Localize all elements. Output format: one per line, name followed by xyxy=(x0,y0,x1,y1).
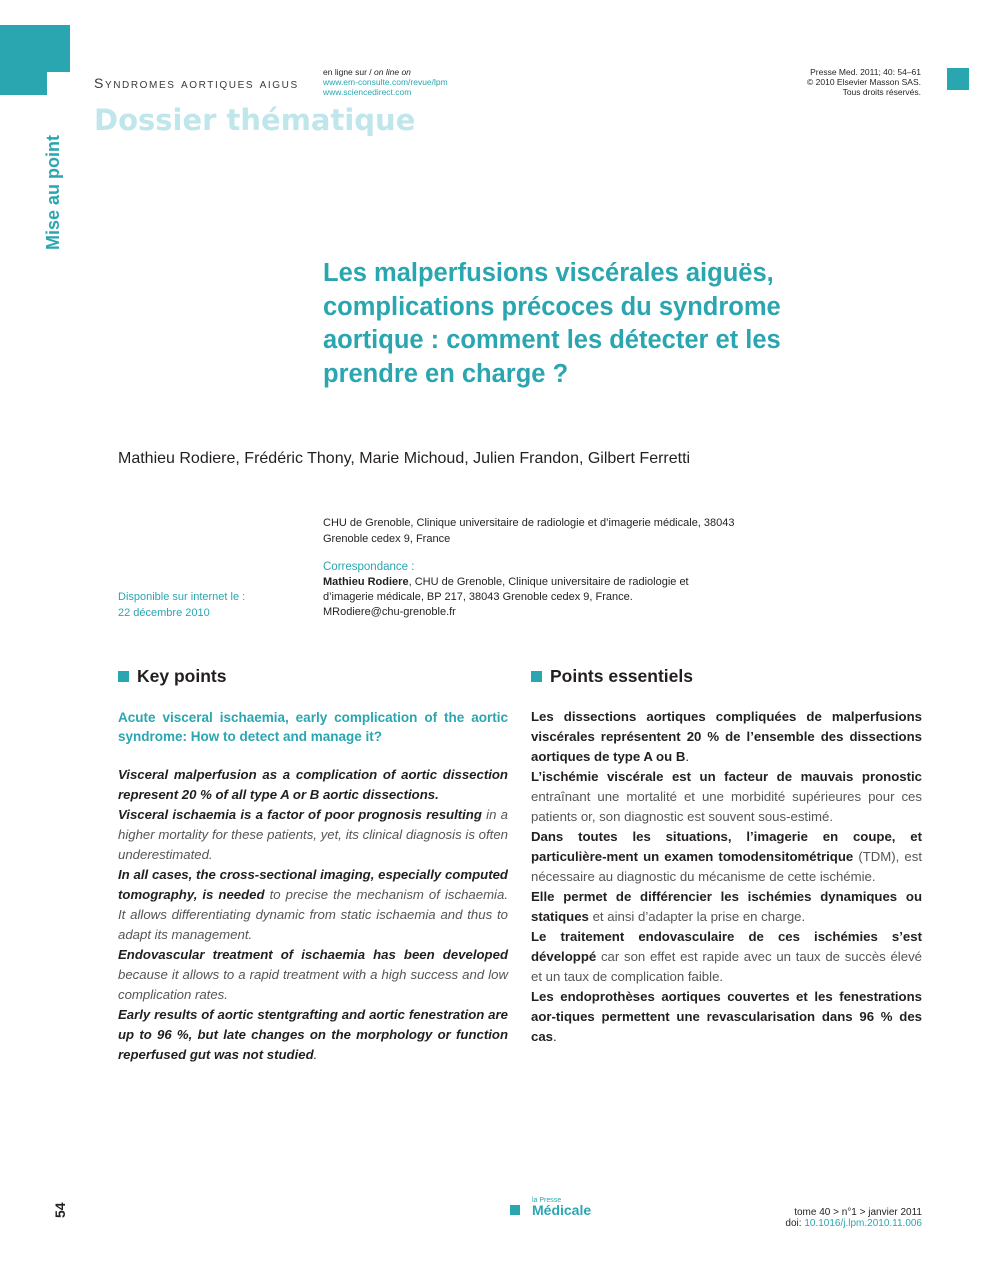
heading-text: Points essentiels xyxy=(550,666,693,686)
dossier-title: Dossier thématique xyxy=(94,103,416,137)
correspondence-label: Correspondance : xyxy=(323,561,415,573)
key-points-heading xyxy=(118,666,226,687)
key-point: In all cases, the cross-sectional imaging, especially computed tomography, is needed to precise the mechanism of ischaemia. It allows differentiating dynamic from static ischaemia and thus to adapt its management. xyxy=(118,867,508,942)
online-date: 22 décembre 2010 xyxy=(118,607,210,619)
logo-square-icon xyxy=(510,1205,520,1215)
bullet-square-icon xyxy=(118,671,129,682)
author-list: Mathieu Rodiere, Frédéric Thony, Marie Michoud, Julien Frandon, Gilbert Ferretti xyxy=(118,450,691,467)
key-point: Visceral malperfusion as a complication of aortic dissection represent 20 % of all type A or B aortic dissections. xyxy=(118,767,508,802)
points-essentiels-text xyxy=(531,707,922,1047)
points-essentiels-heading xyxy=(531,666,693,687)
sciencedirect-url-link[interactable]: www.sciencedirect.com xyxy=(323,87,412,97)
point-essentiel: Dans toutes les situations, l’imagerie en coupe, et particulière-ment un examen tomodensitométrique (TDM), est nécessaire au diagnostic du mécanisme de cette ischémie. xyxy=(531,829,922,884)
doi-link[interactable]: 10.1016/j.lpm.2010.11.006 xyxy=(804,1218,922,1229)
issue-info: tome 40 > n°1 > janvier 2011 xyxy=(794,1207,922,1218)
journal-url-link[interactable]: www.em-consulte.com/revue/lpm xyxy=(323,77,448,87)
key-point: Early results of aortic stentgrafting and aortic fenestration are up to 96 %, but late changes on the morphology or function reperfused gut was not studied. xyxy=(118,1007,508,1062)
journal-logo: Médicale xyxy=(532,1202,592,1218)
side-section-label: Mise au point xyxy=(43,134,63,250)
online-label-en: on line on xyxy=(374,67,411,77)
issue-reference xyxy=(785,1207,922,1229)
key-point: Endovascular treatment of ischaemia has been developed because it allows to a rapid treatment with a high success and low complication rates. xyxy=(118,947,508,1002)
journal-logo-small: la Presse xyxy=(532,1197,562,1204)
key-points-text xyxy=(118,765,508,1065)
correspondence-name: Mathieu Rodiere xyxy=(323,576,409,588)
point-essentiel: Les endoprothèses aortiques couvertes et les fenestrations aor-tiques permettent une revascularisation dans 96 % des cas. xyxy=(531,989,922,1044)
point-essentiel: Les dissections aortiques compliquées de malperfusions viscérales représentent 20 % de l’ensemble des dissections aortiques de type A ou B. xyxy=(531,709,922,764)
title-line: aortique : comment les détecter et les xyxy=(323,326,781,354)
journal-citation: Presse Med. 2011; 40: 54–61 xyxy=(810,67,921,77)
online-label: en ligne sur / xyxy=(323,67,375,77)
key-point: Visceral ischaemia is a factor of poor prognosis resulting in a higher mortality for these patients, yet, its clinical diagnosis is often underestimated. xyxy=(118,807,508,862)
journal-reference xyxy=(807,67,921,97)
series-title: Syndromes aortiques aigus xyxy=(94,75,299,91)
title-line: Les malperfusions viscérales aiguës, xyxy=(323,259,774,287)
correspondence-email-link[interactable]: MRodiere@chu-grenoble.fr xyxy=(323,606,456,618)
article-title xyxy=(323,257,883,391)
correspondence-text: , CHU de Grenoble, Clinique universitaire de radiologie et xyxy=(408,576,689,588)
bullet-square-icon xyxy=(531,671,542,682)
online-date-label: Disponible sur internet le : xyxy=(118,591,246,603)
copyright: © 2010 Elsevier Masson SAS. xyxy=(807,77,921,87)
doi-label: doi: xyxy=(785,1218,805,1229)
correspondence-address xyxy=(323,575,723,620)
online-availability xyxy=(323,67,448,97)
online-date-block xyxy=(118,589,245,621)
correspondence-text: d’imagerie médicale, BP 217, 38043 Grenoble cedex 9, France. xyxy=(323,591,633,603)
point-essentiel: Le traitement endovasculaire de ces ischémies s’est développé car son effet est rapide avec un taux de succès élevé et un taux de complication faible. xyxy=(531,929,922,984)
page-number: 54 xyxy=(52,1202,68,1218)
heading-text: Key points xyxy=(137,666,227,686)
title-line: prendre en charge ? xyxy=(323,359,569,388)
corner-notch xyxy=(47,72,70,95)
affiliation-line: Grenoble cedex 9, France xyxy=(323,533,451,545)
point-essentiel: L’ischémie viscérale est un facteur de mauvais pronostic entraînant une mortalité et une morbidité supérieures pour ces patients or, son diagnostic est souvent sous-estimé. xyxy=(531,769,922,824)
corner-square-decoration xyxy=(947,68,969,90)
rights: Tous droits réservés. xyxy=(842,87,921,97)
point-essentiel: Elle permet de différencier les ischémies dynamiques ou statiques et ainsi d’adapter la prise en charge. xyxy=(531,889,922,924)
affiliation xyxy=(323,515,753,547)
title-line: complications précoces du syndrome xyxy=(323,292,781,321)
affiliation-line: CHU de Grenoble, Clinique universitaire de radiologie et d’imagerie médicale, 38043 xyxy=(323,517,735,529)
english-title: Acute visceral ischaemia, early complication of the aortic syndrome: How to detect and manage it? xyxy=(118,710,508,744)
